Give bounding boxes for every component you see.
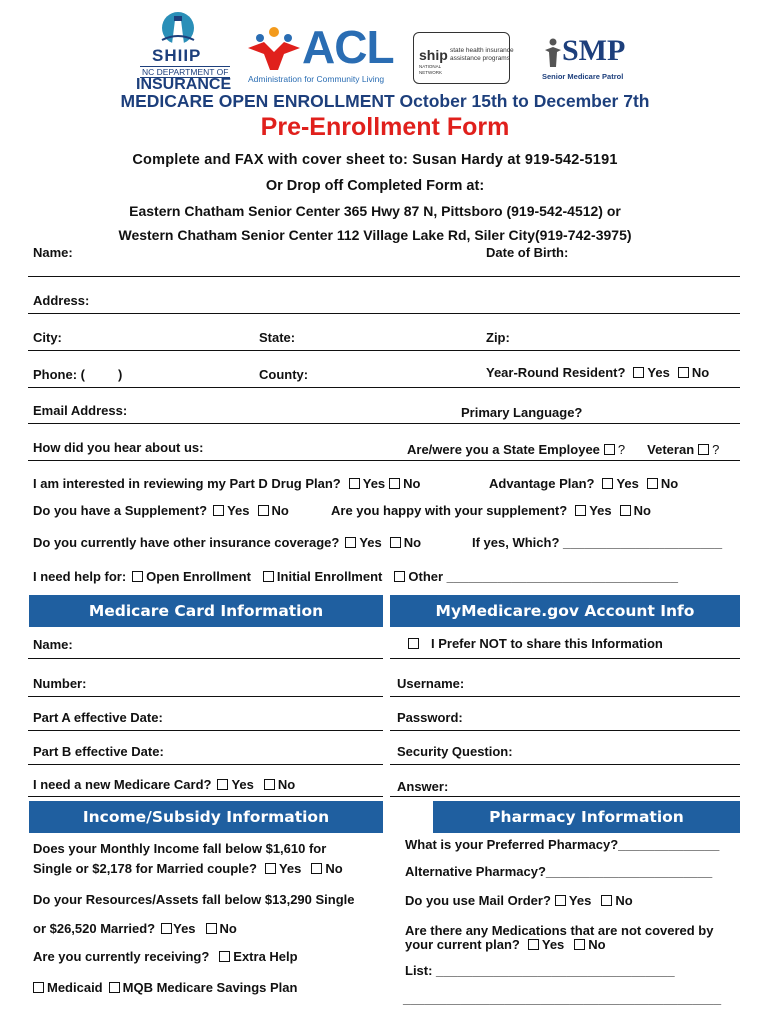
city-label: City: bbox=[33, 330, 62, 345]
pharmacy-header: Pharmacy Information bbox=[433, 801, 740, 833]
dob-label: Date of Birth: bbox=[486, 245, 569, 260]
help-question: I need help for: Open Enrollment Initial Enrollment Other ________________________________ bbox=[33, 569, 679, 584]
supplement-yes-checkbox[interactable] bbox=[213, 505, 224, 516]
other-ins-no-checkbox[interactable] bbox=[390, 537, 401, 548]
advantage-question: Advantage Plan? Yes No bbox=[489, 476, 679, 491]
medications-question-line2: your current plan? Yes No bbox=[405, 937, 606, 952]
shiip-logo: SHIIP NC DEPARTMENT OF INSURANCE bbox=[132, 10, 224, 90]
mail-order-question: Do you use Mail Order? Yes No bbox=[405, 893, 633, 908]
open-enrollment-checkbox[interactable] bbox=[132, 571, 143, 582]
advantage-yes-checkbox[interactable] bbox=[602, 478, 613, 489]
county-label: County: bbox=[259, 367, 309, 382]
state-label: State: bbox=[259, 330, 296, 345]
year-round-yes-checkbox[interactable] bbox=[633, 367, 644, 378]
other-insurance-question: Do you currently have other insurance coverage? Yes No bbox=[33, 535, 422, 550]
year-round-question: Year-Round Resident? Yes No bbox=[486, 365, 710, 380]
assets-no-checkbox[interactable] bbox=[206, 923, 217, 934]
income-question-line2: Single or $2,178 for Married couple? Yes No bbox=[33, 861, 343, 876]
mqb-checkbox[interactable] bbox=[109, 982, 120, 993]
mymedicare-header: MyMedicare.gov Account Info bbox=[390, 595, 740, 627]
veteran-checkbox[interactable] bbox=[698, 444, 709, 455]
password-label: Password: bbox=[397, 710, 463, 725]
name-label: Name: bbox=[33, 245, 73, 260]
supplement-no-checkbox[interactable] bbox=[258, 505, 269, 516]
happy-question: Are you happy with your supplement? Yes No bbox=[331, 503, 651, 518]
password-line[interactable] bbox=[390, 730, 740, 731]
happy-no-checkbox[interactable] bbox=[620, 505, 631, 516]
medications-list-field[interactable]: List: _________________________________ bbox=[405, 963, 675, 978]
prefer-not-share: I Prefer NOT to share this Information bbox=[408, 636, 663, 651]
initial-enrollment-checkbox[interactable] bbox=[263, 571, 274, 582]
instruction-western: Western Chatham Senior Center 112 Village Lake Rd, Siler City(919-742-3975) bbox=[118, 227, 632, 243]
state-employee-question: Are/were you a State Employee ? Veteran ? bbox=[407, 442, 720, 457]
income-yes-checkbox[interactable] bbox=[265, 863, 276, 874]
advantage-no-checkbox[interactable] bbox=[647, 478, 658, 489]
hear-line[interactable] bbox=[28, 460, 740, 461]
preferred-pharmacy-field[interactable]: What is your Preferred Pharmacy?______________ bbox=[405, 837, 720, 852]
receiving-question: Are you currently receiving? Extra Help bbox=[33, 949, 298, 964]
income-subsidy-header: Income/Subsidy Information bbox=[29, 801, 383, 833]
email-label: Email Address: bbox=[33, 403, 128, 418]
other-ins-yes-checkbox[interactable] bbox=[345, 537, 356, 548]
security-question-label: Security Question: bbox=[397, 744, 513, 759]
prefer-not-share-checkbox[interactable] bbox=[408, 638, 419, 649]
instruction-eastern: Eastern Chatham Senior Center 365 Hwy 87 N, Pittsboro (919-542-4512) or bbox=[129, 203, 621, 219]
lighthouse-icon bbox=[153, 10, 203, 46]
assets-yes-checkbox[interactable] bbox=[161, 923, 172, 934]
form-title: Pre-Enrollment Form bbox=[260, 113, 510, 141]
phone-label: Phone: ( ) bbox=[33, 367, 123, 382]
address-label: Address: bbox=[33, 293, 90, 308]
new-card-line bbox=[28, 796, 383, 797]
state-employee-checkbox[interactable] bbox=[604, 444, 615, 455]
prefer-line bbox=[390, 658, 740, 659]
medicaid-options: Medicaid MQB Medicare Savings Plan bbox=[29, 980, 297, 995]
partd-question: I am interested in reviewing my Part D Drug Plan? Yes No bbox=[33, 476, 421, 491]
year-round-no-checkbox[interactable] bbox=[678, 367, 689, 378]
hear-label: How did you hear about us: bbox=[33, 440, 204, 455]
parta-line[interactable] bbox=[28, 730, 383, 731]
username-line[interactable] bbox=[390, 696, 740, 697]
answer-label: Answer: bbox=[397, 779, 449, 794]
city-line[interactable] bbox=[28, 350, 740, 351]
language-label: Primary Language? bbox=[461, 405, 583, 420]
card-name-label: Name: bbox=[33, 637, 73, 652]
partb-line[interactable] bbox=[28, 764, 383, 765]
new-card-yes-checkbox[interactable] bbox=[217, 779, 228, 790]
card-name-line[interactable] bbox=[28, 658, 383, 659]
assets-question-line1: Do your Resources/Assets fall below $13,290 Single bbox=[33, 892, 355, 907]
income-question-line1: Does your Monthly Income fall below $1,610 for bbox=[33, 841, 327, 856]
card-number-line[interactable] bbox=[28, 696, 383, 697]
figure-icon bbox=[542, 38, 564, 68]
partd-no-checkbox[interactable] bbox=[389, 478, 400, 489]
phone-line[interactable] bbox=[28, 387, 740, 388]
people-icon bbox=[248, 26, 300, 72]
acl-logo: ACL Administration for Community Living bbox=[248, 21, 394, 84]
medicaid-checkbox[interactable] bbox=[33, 982, 44, 993]
smp-logo: SMP Senior Medicare Patrol bbox=[542, 34, 626, 81]
which-insurance-field[interactable]: If yes, Which? ______________________ bbox=[472, 535, 723, 550]
partb-label: Part B effective Date: bbox=[33, 744, 164, 759]
instruction-fax: Complete and FAX with cover sheet to: Susan Hardy at 919-542-5191 bbox=[132, 152, 618, 168]
email-line[interactable] bbox=[28, 423, 740, 424]
parta-label: Part A effective Date: bbox=[33, 710, 163, 725]
instruction-dropoff: Or Drop off Completed Form at: bbox=[265, 178, 485, 194]
medications-question-line1: Are there any Medications that are not covered by bbox=[405, 923, 714, 938]
enrollment-banner: MEDICARE OPEN ENROLLMENT October 15th to December 7th bbox=[120, 91, 650, 111]
medications-list-line2[interactable]: ____________________________________________ bbox=[403, 991, 722, 1006]
medicare-card-header: Medicare Card Information bbox=[29, 595, 383, 627]
income-no-checkbox[interactable] bbox=[311, 863, 322, 874]
new-card-no-checkbox[interactable] bbox=[264, 779, 275, 790]
mail-order-no-checkbox[interactable] bbox=[601, 895, 612, 906]
extra-help-checkbox[interactable] bbox=[219, 951, 230, 962]
username-label: Username: bbox=[397, 676, 465, 691]
zip-label: Zip: bbox=[486, 330, 510, 345]
assets-question-line2: or $26,520 Married? Yes No bbox=[33, 921, 237, 936]
ship-logo: ship state health insurance assistance programs NATIONAL NETWORK bbox=[413, 32, 510, 84]
security-line[interactable] bbox=[390, 764, 740, 765]
other-help-checkbox[interactable] bbox=[394, 571, 405, 582]
card-number-label: Number: bbox=[33, 676, 87, 691]
answer-line[interactable] bbox=[390, 796, 740, 797]
partd-yes-checkbox[interactable] bbox=[349, 478, 360, 489]
medications-yes-checkbox[interactable] bbox=[528, 939, 539, 950]
medications-no-checkbox[interactable] bbox=[574, 939, 585, 950]
new-card-question: I need a new Medicare Card? Yes No bbox=[33, 777, 296, 792]
alternative-pharmacy-field[interactable]: Alternative Pharmacy?_______________________ bbox=[405, 864, 713, 879]
supplement-question: Do you have a Supplement? Yes No bbox=[33, 503, 289, 518]
happy-yes-checkbox[interactable] bbox=[575, 505, 586, 516]
name-line[interactable] bbox=[28, 276, 740, 277]
address-line[interactable] bbox=[28, 313, 740, 314]
mail-order-yes-checkbox[interactable] bbox=[555, 895, 566, 906]
